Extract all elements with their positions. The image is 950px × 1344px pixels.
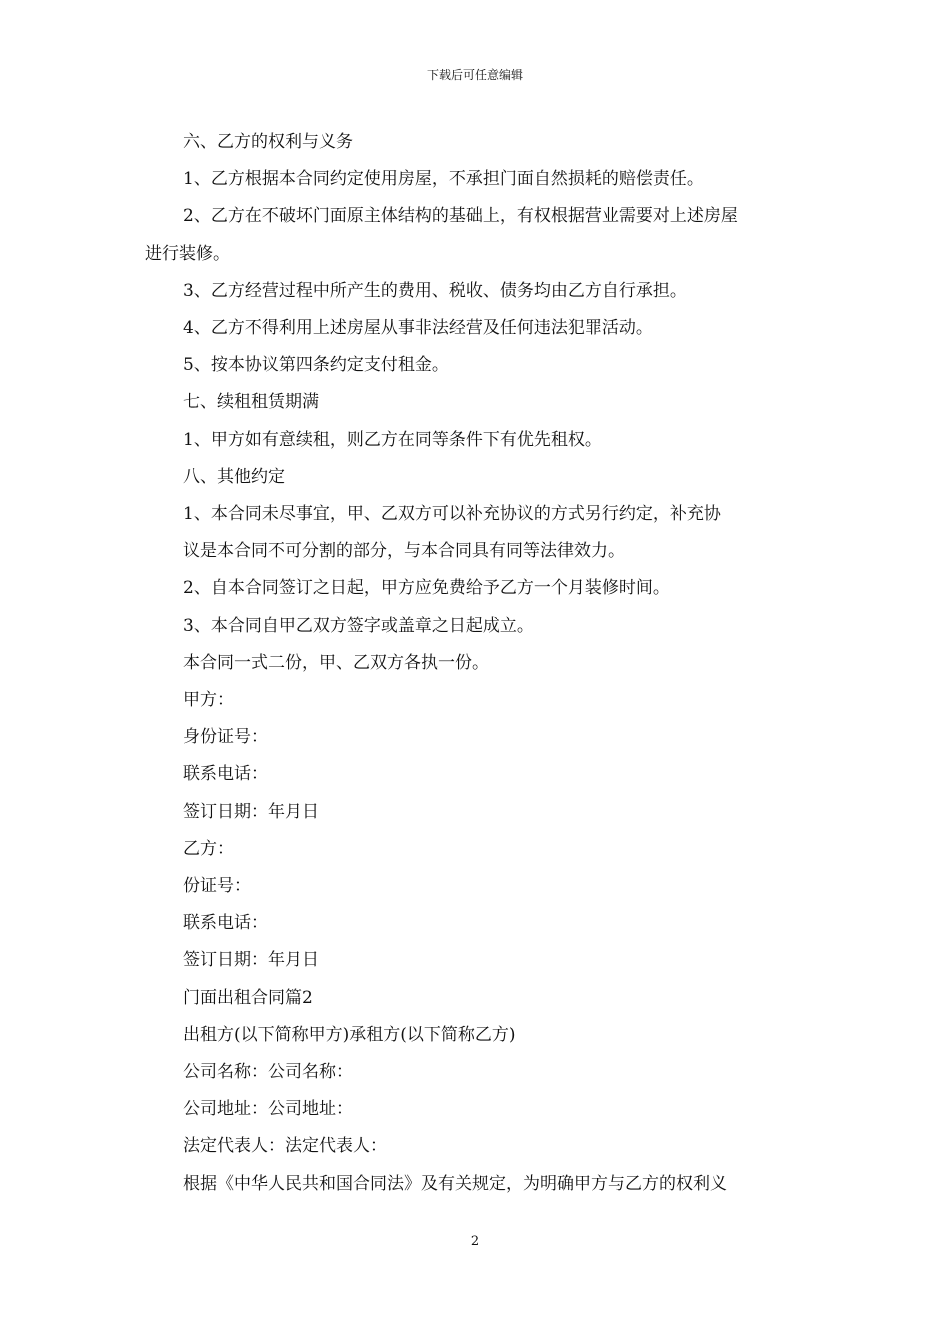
section-heading: 八、其他约定 (183, 466, 285, 487)
signature-field: 联系电话： (183, 764, 268, 785)
party-field: 法定代表人：法定代表人： (183, 1136, 387, 1157)
party-field: 公司地址：公司地址： (183, 1099, 353, 1120)
paragraph-line: 2、乙方在不破坏门面原主体结构的基础上，有权根据营业需要对上述房屋 (183, 206, 738, 227)
page-number: 2 (470, 1234, 480, 1249)
signature-field: 乙方： (183, 838, 234, 859)
page-header: 下载后可任意编辑 (426, 68, 523, 82)
signature-field: 份证号： (183, 876, 251, 897)
paragraph-line: 3、本合同自甲乙双方签字或盖章之日起成立。 (183, 615, 534, 636)
paragraph-line: 5、按本协议第四条约定支付租金。 (183, 355, 449, 376)
paragraph-line: 出租方(以下简称甲方)承租方(以下简称乙方) (183, 1024, 516, 1045)
paragraph-line: 4、乙方不得利用上述房屋从事非法经营及任何违法犯罪活动。 (183, 318, 653, 339)
paragraph-line: 2、自本合同签订之日起，甲方应免费给予乙方一个月装修时间。 (183, 578, 670, 599)
paragraph-line: 1、本合同未尽事宜，甲、乙双方可以补充协议的方式另行约定，补充协 (183, 504, 721, 525)
paragraph-line: 本合同一式二份，甲、乙双方各执一份。 (183, 652, 489, 673)
signature-field: 甲方： (183, 690, 234, 711)
section-heading: 七、续租租赁期满 (183, 392, 319, 413)
signature-field: 签订日期：年月日 (183, 801, 319, 822)
paragraph-line: 3、乙方经营过程中所产生的费用、税收、债务均由乙方自行承担。 (183, 280, 687, 301)
document-body (145, 124, 810, 1203)
signature-field: 签订日期：年月日 (183, 950, 319, 971)
paragraph-line: 根据《中华人民共和国合同法》及有关规定，为明确甲方与乙方的权利义 (183, 1173, 727, 1194)
signature-field: 身份证号： (183, 727, 268, 748)
paragraph-line: 1、乙方根据本合同约定使用房屋，不承担门面自然损耗的赔偿责任。 (183, 169, 704, 190)
section-heading: 六、乙方的权利与义务 (183, 132, 353, 152)
contract-title: 门面出租合同篇2 (183, 987, 313, 1008)
signature-field: 联系电话： (183, 913, 268, 934)
party-field: 公司名称：公司名称： (183, 1062, 353, 1083)
paragraph-line: 议是本合同不可分割的部分，与本合同具有同等法律效力。 (183, 541, 625, 562)
paragraph-line: 进行装修。 (145, 243, 230, 264)
paragraph-line: 1、甲方如有意续租，则乙方在同等条件下有优先租权。 (183, 429, 602, 450)
